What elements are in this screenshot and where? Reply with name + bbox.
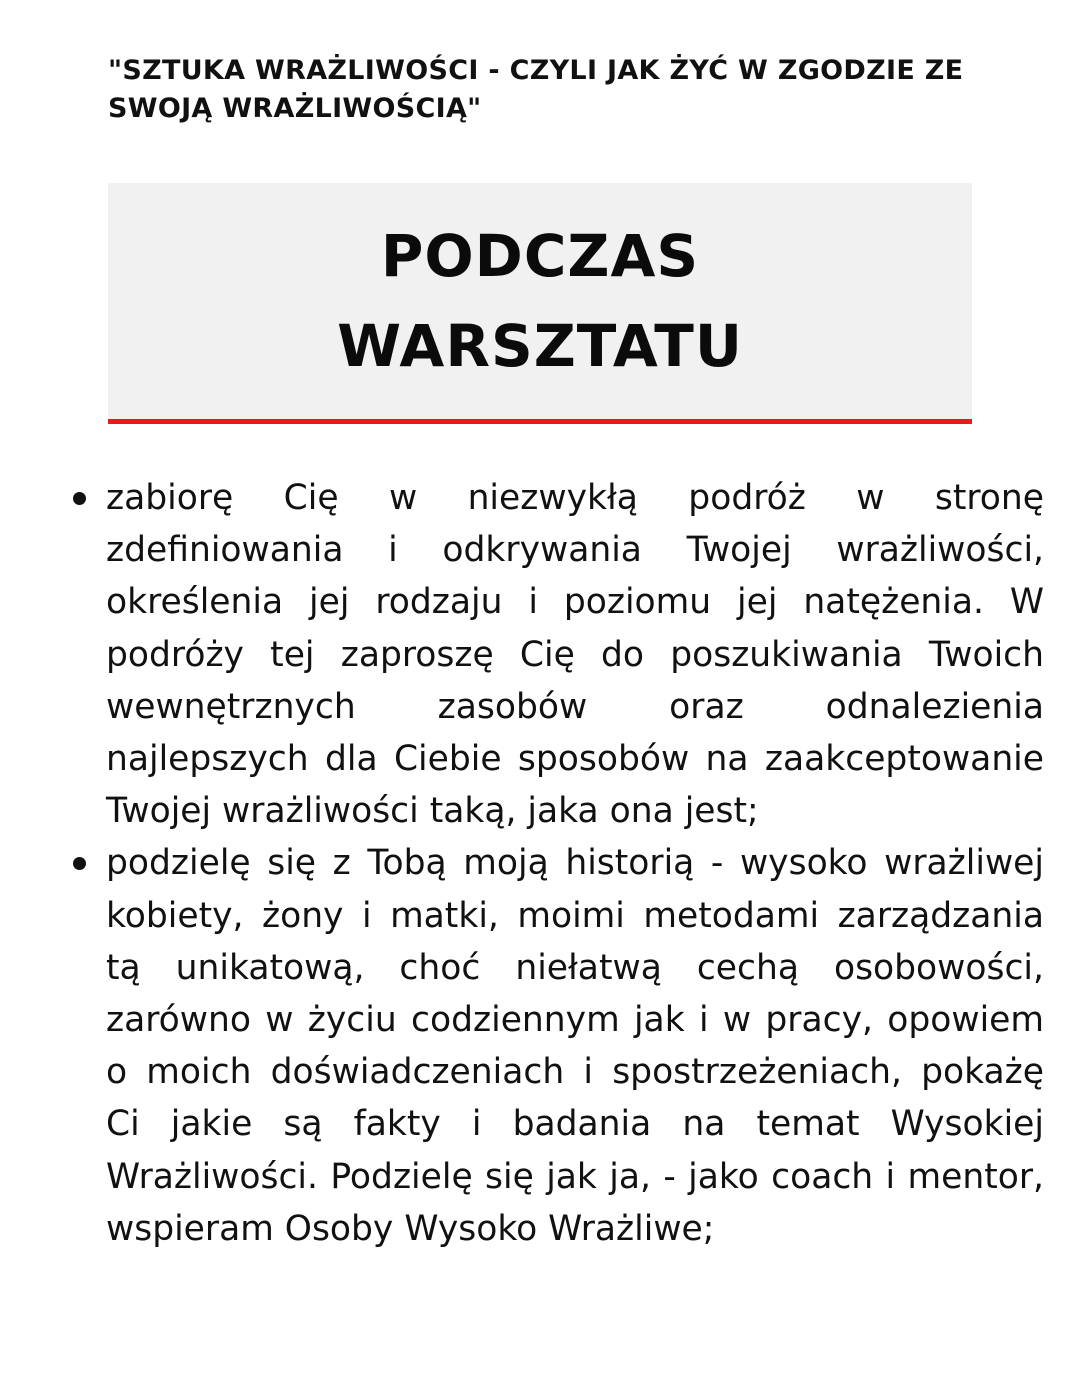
bullet-dot-icon [73,857,86,870]
title-banner [108,183,972,424]
bullet-item [106,472,1044,837]
bullet-dot-icon [73,492,86,505]
page-title [337,211,743,391]
document-subtitle: "SZTUKA WRAŻLIWOŚCI - CZYLI JAK ŻYĆ W ZGODZIE ZE SWOJĄ WRAŻLIWOŚCIĄ" [108,55,964,124]
bullet-item [106,837,1044,1255]
bullet-list [106,472,1044,1255]
page-title-line-2: WARSZTATU [337,312,743,380]
page-title-line-1: PODCZAS [380,222,700,290]
bullet-text: zabiorę Cię w niezwykłą podróż w stronę zdefiniowania i odkrywania Twojej wrażliwości, określenia jej rodzaju i poziomu jej natężenia. W podróży tej zaproszę Cię do poszukiwania Twoich wewnętrznych zasobów oraz odnalezienia najlepszych dla Ciebie sposobów na zaakceptowanie Twojej wrażliwości taką, jaka ona jest; [106,478,1044,832]
bullet-text: podzielę się z Tobą moją historią - wysoko wrażliwej kobiety, żony i matki, moimi metodami zarządzania tą unikatową, choć niełatwą cechą osobowości, zarówno w życiu codziennym jak i w pracy, opowiem o moich doświadczeniach i spostrzeżeniach, pokażę Ci jakie są fakty i badania na temat Wysokiej Wrażliwości. Podzielę się jak ja, - jako coach i mentor, wspieram Osoby Wysoko Wrażliwe; [106,843,1044,1249]
